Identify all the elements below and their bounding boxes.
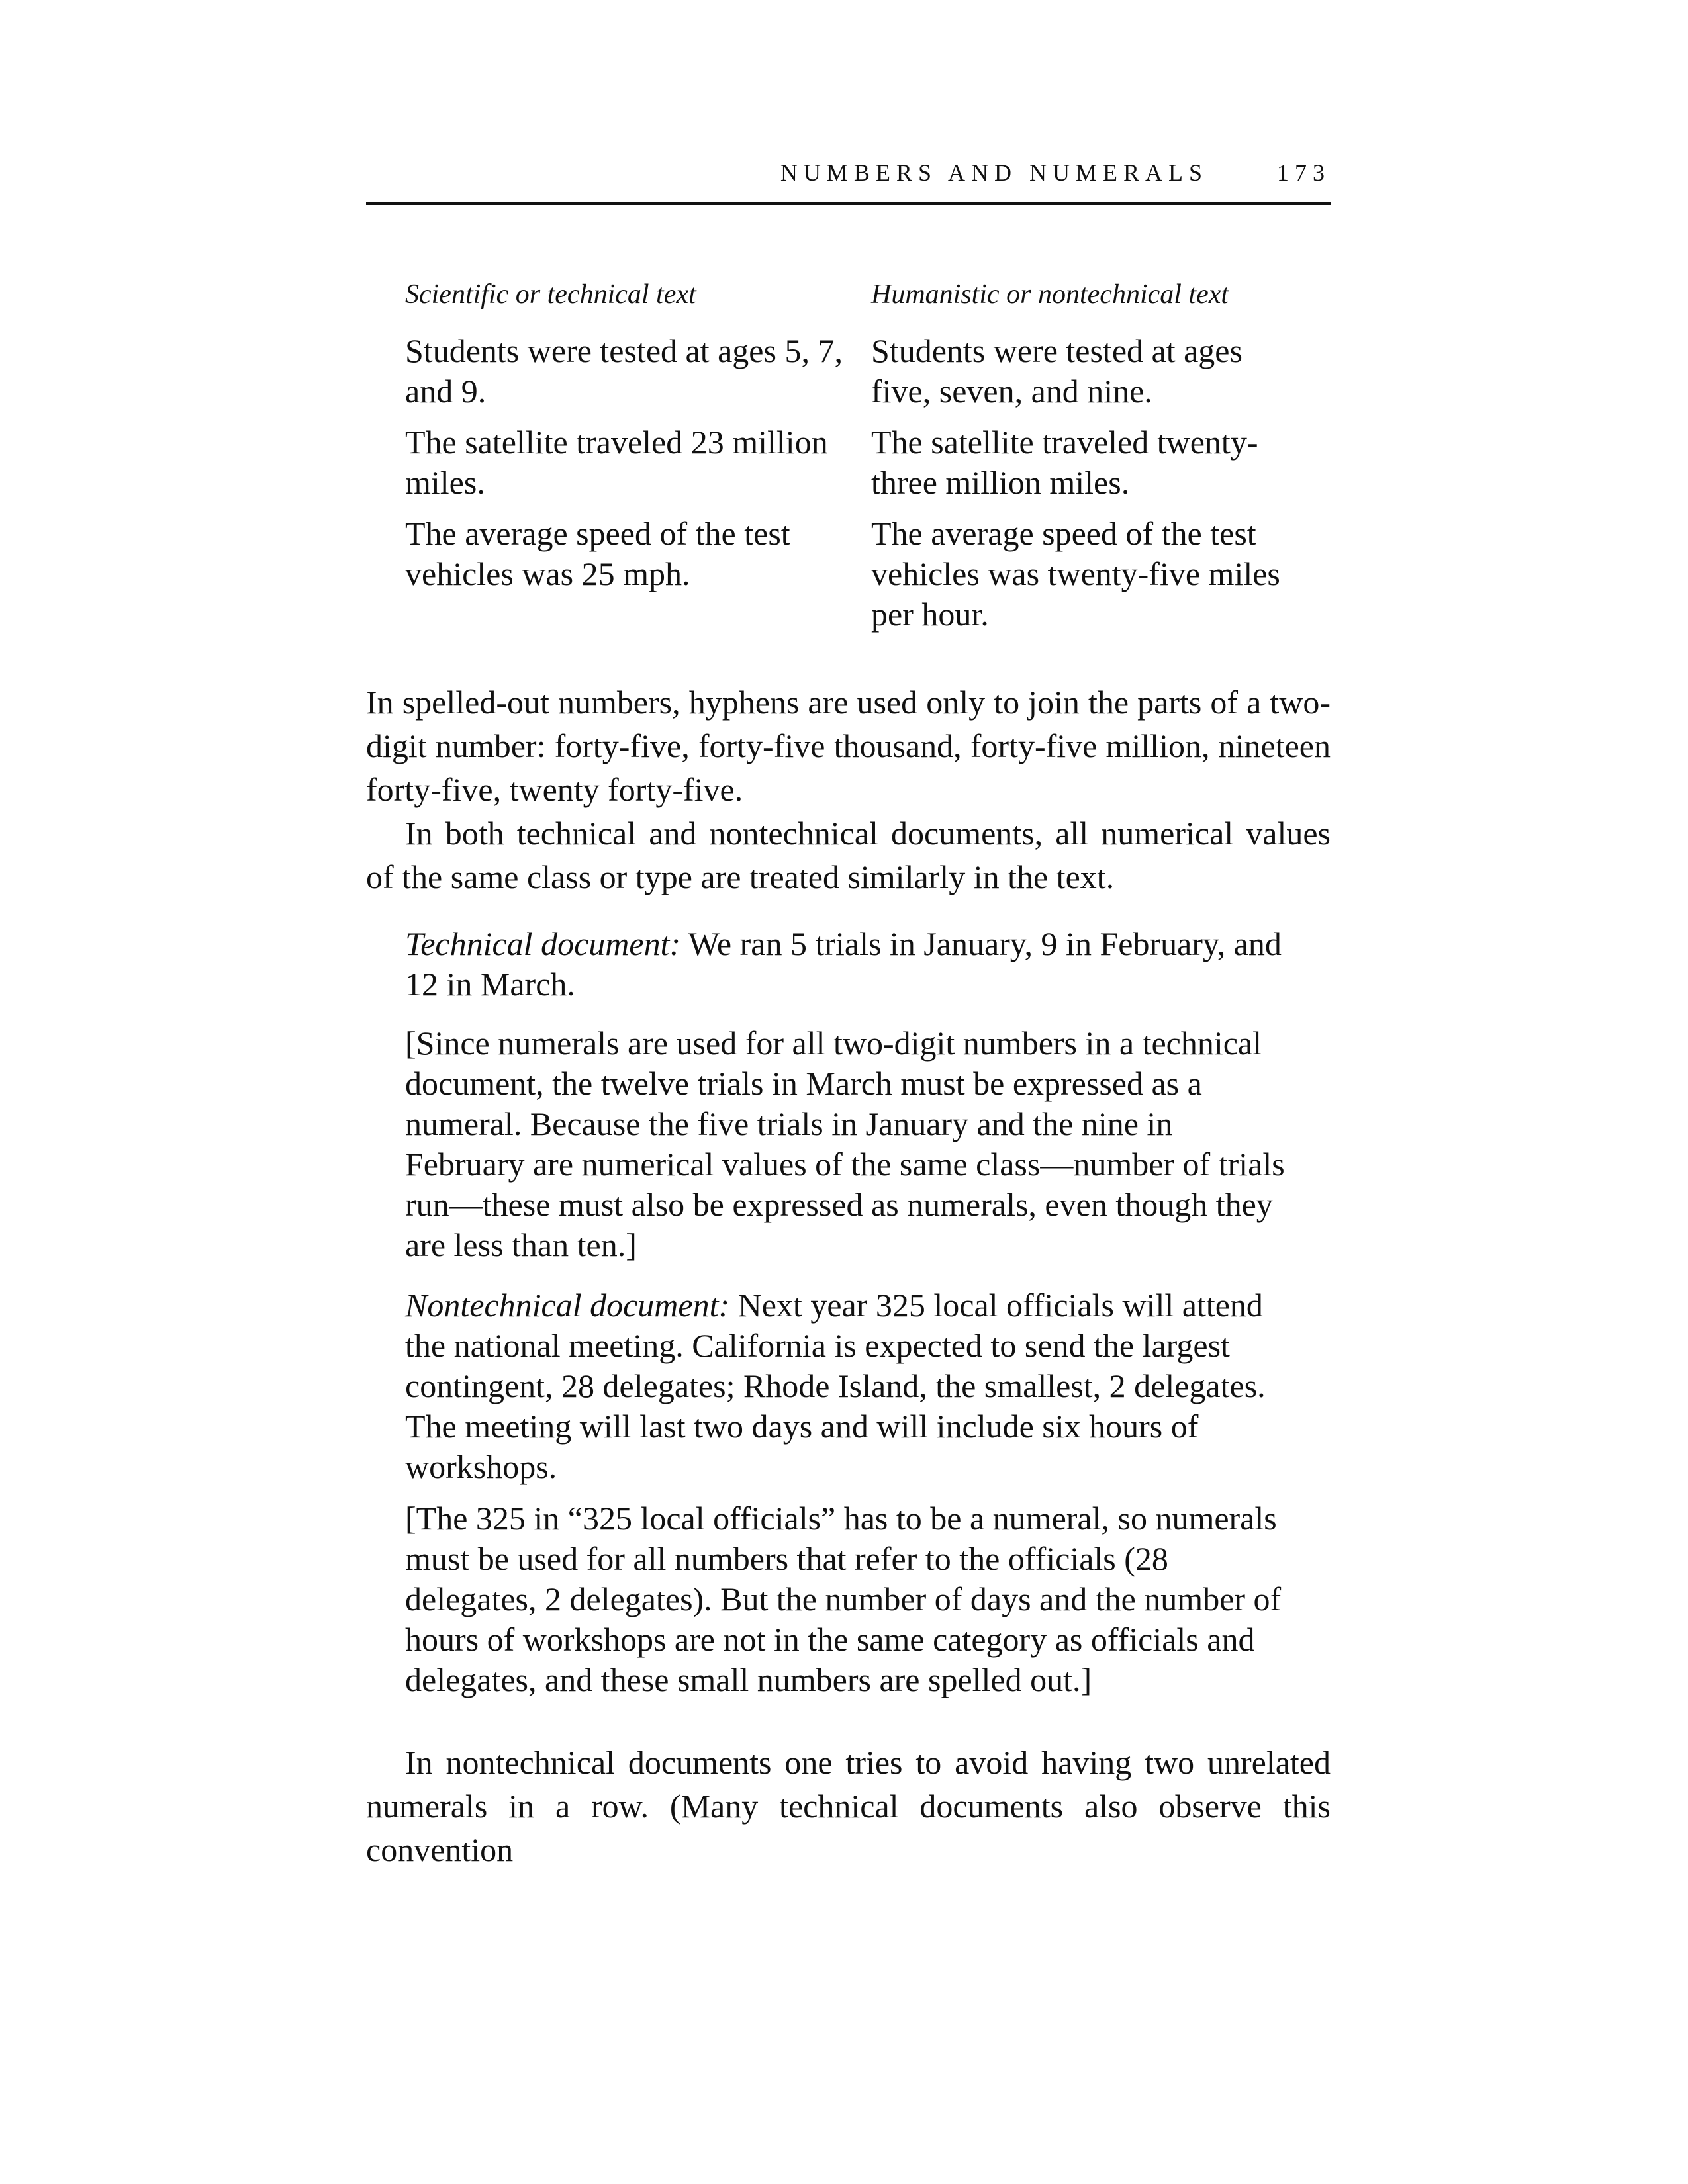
note-text: [Since numerals are used for all two-digit numbers in a technical document, the twelve trials in March must be expressed as a numeral. Because the five trials in January and the nine in February are numerical values of the same class—number of trials run—these must also be expressed as numerals, even though they are less than ten.]: [405, 1024, 1285, 1263]
technical-example-note: [405, 1023, 1286, 1265]
example-item: The satellite traveled twenty-three million miles.: [871, 424, 1258, 501]
paragraph-unrelated-numerals: [366, 1741, 1331, 1872]
example-item: Students were tested at ages 5, 7, and 9.: [405, 332, 843, 410]
example-item: The average speed of the test vehicles was twenty-five miles per hour.: [871, 515, 1280, 633]
page-number: 173: [1277, 159, 1331, 186]
nontechnical-example: [405, 1285, 1286, 1487]
example-text: Next year 325 local officials will attend the national meeting. California is expected to send the largest contingent, 28 delegates; Rhode Island, the smallest, 2 delegates. The meeting will last two days and will include six hours of workshops.: [405, 1287, 1266, 1485]
example-lead-in: Nontechnical document:: [405, 1287, 730, 1324]
note-text: [The 325 in “325 local officials” has to be a numeral, so numerals must be used for all numbers that refer to the officials (28 delegates, 2 delegates). But the number of days and the number of hours of workshops are not in the same category as officials and delegates, and these small numbers are spelled out.]: [405, 1500, 1282, 1698]
running-title: NUMBERS AND NUMERALS: [780, 159, 1208, 186]
header-rule: [366, 202, 1331, 205]
technical-column: [405, 277, 871, 645]
nontechnical-example-note: [405, 1498, 1286, 1700]
comparison-table: [405, 277, 1331, 645]
example-text: We ran 5 trials in January, 9 in February, and 12 in March.: [405, 925, 1282, 1003]
example-lead-in: Technical document:: [405, 925, 681, 962]
nontechnical-column: [871, 277, 1331, 645]
paragraph-consistency: [366, 811, 1331, 899]
paragraph-text: In nontechnical documents one tries to avoid having two unrelated numerals in a row. (Many technical documents also observe this convention: [366, 1744, 1331, 1868]
example-item: Students were tested at ages five, seven, and nine.: [871, 332, 1243, 410]
paragraph-text: In both technical and nontechnical documents, all numerical values of the same class or type are treated similarly in the text.: [366, 815, 1331, 895]
column-heading: Humanistic or nontechnical text: [871, 279, 1229, 310]
technical-example: [405, 924, 1286, 1005]
column-heading: Scientific or technical text: [405, 279, 696, 310]
paragraph-text: In spelled-out numbers, hyphens are used only to join the parts of a two-digit number: forty-five, forty-five thousand, forty-five million, nineteen forty-five, twenty forty-five.: [366, 684, 1331, 808]
paragraph-hyphens: [366, 680, 1331, 811]
running-head: [366, 154, 1331, 193]
example-item: The satellite traveled 23 million miles.: [405, 424, 828, 501]
example-item: The average speed of the test vehicles was 25 mph.: [405, 515, 790, 592]
